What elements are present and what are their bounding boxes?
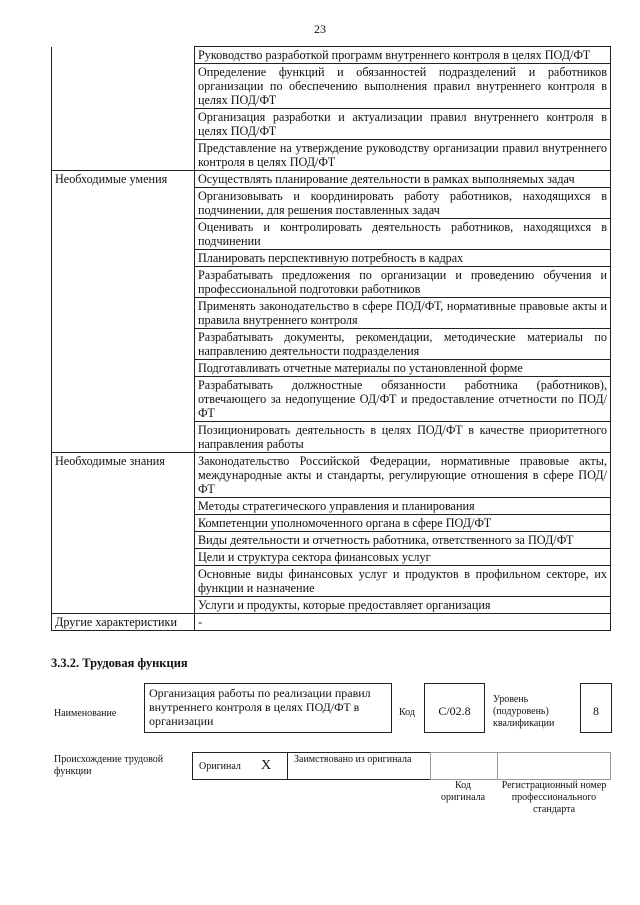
code-label: Код bbox=[399, 707, 415, 718]
row-content: Цели и структура сектора финансовых услуг bbox=[195, 549, 611, 566]
row-content: Разрабатывать документы, рекомендации, методические материалы по направлению деятельности подразделения bbox=[195, 329, 611, 360]
table-row bbox=[52, 377, 611, 422]
borrowed-cell bbox=[287, 752, 431, 780]
page-number: 23 bbox=[314, 22, 326, 36]
row-label bbox=[52, 549, 195, 566]
row-label bbox=[52, 498, 195, 515]
table-row bbox=[52, 597, 611, 614]
table-row bbox=[52, 360, 611, 377]
original-text: Оригинал bbox=[199, 761, 241, 772]
row-content: Разрабатывать должностные обязанности работника (работников), отвечающего за недопущение ОД/ФТ и предоставление отчетности по ПОД/ФТ bbox=[195, 377, 611, 422]
row-content: Организация разработки и актуализации правил внутреннего контроля в целях ПОД/ФТ bbox=[195, 109, 611, 140]
row-content: Методы стратегического управления и планирования bbox=[195, 498, 611, 515]
level-value: 8 bbox=[593, 704, 599, 718]
reg-number-caption: Регистрационный номер профессионального стандарта bbox=[501, 780, 607, 815]
table-row bbox=[52, 566, 611, 597]
table-row bbox=[52, 109, 611, 140]
row-content: Позиционировать деятельность в целях ПОД/ФТ в качестве приоритетного направления работы bbox=[195, 422, 611, 453]
row-content: Представление на утверждение руководству организации правил внутреннего контроля в целях ПОД/ФТ bbox=[195, 140, 611, 171]
table-row bbox=[52, 47, 611, 64]
origin-label: Происхождение трудовой функции bbox=[54, 754, 164, 777]
table-row bbox=[52, 498, 611, 515]
table-row bbox=[52, 250, 611, 267]
row-label bbox=[52, 377, 195, 422]
row-content: Осуществлять планирование деятельности в рамках выполняемых задач bbox=[195, 171, 611, 188]
row-content: Планировать перспективную потребность в кадрах bbox=[195, 250, 611, 267]
row-label bbox=[52, 64, 195, 109]
section-title: 3.3.2. Трудовая функция bbox=[51, 656, 188, 670]
borrowed-text: Заимствовано из оригинала bbox=[294, 754, 412, 765]
level-value-box bbox=[580, 683, 612, 733]
row-content: - bbox=[195, 614, 611, 631]
table-row bbox=[52, 453, 611, 498]
row-label: Другие характеристики bbox=[52, 614, 195, 631]
row-label bbox=[52, 515, 195, 532]
table-row bbox=[52, 64, 611, 109]
row-label bbox=[52, 360, 195, 377]
table-row bbox=[52, 515, 611, 532]
code-value: C/02.8 bbox=[438, 704, 471, 718]
row-content: Основные виды финансовых услуг и продуктов в профильном секторе, их функции и назначение bbox=[195, 566, 611, 597]
row-content: Подготавливать отчетные материалы по установленной форме bbox=[195, 360, 611, 377]
row-label: Необходимые знания bbox=[52, 453, 195, 498]
row-label bbox=[52, 298, 195, 329]
table-row bbox=[52, 140, 611, 171]
table-row bbox=[52, 329, 611, 360]
row-label bbox=[52, 329, 195, 360]
row-content: Руководство разработкой программ внутреннего контроля в целях ПОД/ФТ bbox=[195, 47, 611, 64]
row-label bbox=[52, 267, 195, 298]
code-original-cell bbox=[430, 752, 498, 780]
table-row bbox=[52, 219, 611, 250]
row-label bbox=[52, 566, 195, 597]
row-content: Организовывать и координировать работу работников, находящихся в подчинении, для решения поставленных задач bbox=[195, 188, 611, 219]
code-value-box bbox=[424, 683, 485, 733]
table-row bbox=[52, 532, 611, 549]
table-row bbox=[52, 614, 611, 631]
row-label bbox=[52, 422, 195, 453]
row-label bbox=[52, 532, 195, 549]
table-row bbox=[52, 422, 611, 453]
row-label bbox=[52, 250, 195, 267]
row-label bbox=[52, 47, 195, 64]
code-original-caption: Код оригинала bbox=[440, 780, 486, 803]
row-label bbox=[52, 109, 195, 140]
row-label bbox=[52, 597, 195, 614]
reg-number-cell bbox=[497, 752, 611, 780]
name-value: Организация работы по реализации правил внутреннего контроля в целях ПОД/ФТ в организации bbox=[149, 686, 371, 728]
table-row bbox=[52, 267, 611, 298]
row-content: Разрабатывать предложения по организации и проведению обучения и профессиональной подготовки работников bbox=[195, 267, 611, 298]
table-row bbox=[52, 188, 611, 219]
row-content: Оценивать и контролировать деятельность работников, находящихся в подчинении bbox=[195, 219, 611, 250]
table-row bbox=[52, 549, 611, 566]
row-content: Виды деятельности и отчетность работника, ответственного за ПОД/ФТ bbox=[195, 532, 611, 549]
row-label bbox=[52, 140, 195, 171]
competency-table bbox=[51, 46, 611, 631]
table-row bbox=[52, 171, 611, 188]
level-label: Уровень (подуровень) квалификации bbox=[493, 694, 555, 729]
row-content: Компетенции уполномоченного органа в сфере ПОД/ФТ bbox=[195, 515, 611, 532]
row-content: Услуги и продукты, которые предоставляет организация bbox=[195, 597, 611, 614]
row-content: Применять законодательство в сфере ПОД/ФТ, нормативные правовые акты и правила внутреннего контроля bbox=[195, 298, 611, 329]
row-label bbox=[52, 188, 195, 219]
original-mark: X bbox=[261, 758, 272, 773]
original-cell bbox=[192, 752, 288, 780]
row-content: Законодательство Российской Федерации, нормативные правовые акты, международные акты и стандарты, регулирующие отношения в сфере ПОД/ФТ bbox=[195, 453, 611, 498]
table-row bbox=[52, 298, 611, 329]
name-label: Наименование bbox=[54, 708, 117, 719]
row-content: Определение функций и обязанностей подразделений и работников организации по обеспечению выполнения правил внутреннего контроля в целях ПОД/ФТ bbox=[195, 64, 611, 109]
name-value-box bbox=[144, 683, 392, 733]
row-label: Необходимые умения bbox=[52, 171, 195, 188]
row-label bbox=[52, 219, 195, 250]
